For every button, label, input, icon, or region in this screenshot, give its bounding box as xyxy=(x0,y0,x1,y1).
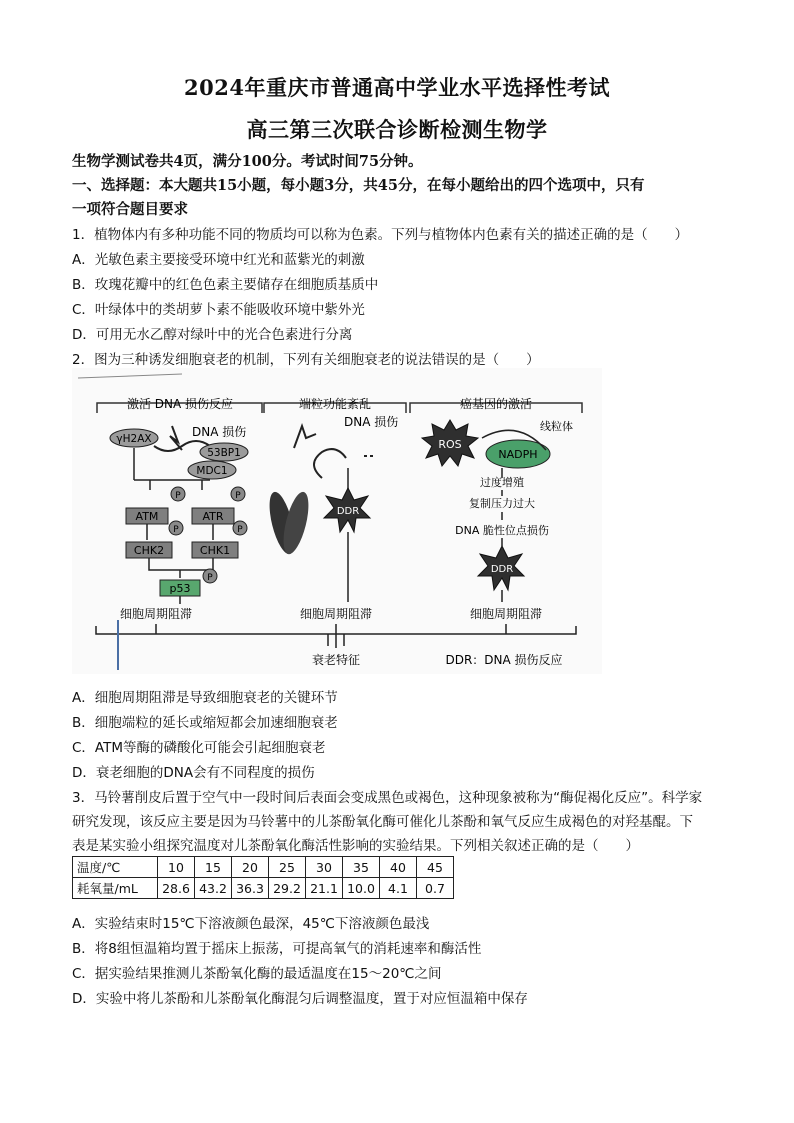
table-header-oxygen: 耗氧量/mL xyxy=(73,878,158,899)
q2-stem: 2．图为三种诱发细胞衰老的机制，下列有关细胞衰老的说法错误的是（ ） xyxy=(72,352,540,368)
mitochondria-label: 线粒体 xyxy=(540,420,573,433)
table-row xyxy=(73,878,454,899)
senescence-label: 衰老特征 xyxy=(311,653,361,667)
table-cell: 4.1 xyxy=(380,878,417,899)
table-row xyxy=(73,857,454,878)
table-cell: 0.7 xyxy=(417,878,454,899)
q3-stem-1: 3．马铃薯削皮后置于空气中一段时间后表面会变成黑色或褐色，这种现象被称为“酶促褐化反应”。科学家 xyxy=(72,790,703,806)
phos-label-5: P xyxy=(207,573,213,583)
q1-option-b: B．玫瑰花瓣中的红色色素主要储存在细胞质基质中 xyxy=(72,277,379,293)
ddr-label-2: DDR xyxy=(490,564,514,575)
panel1-title: 激活 DNA 损伤反应 xyxy=(126,397,234,411)
mdc1-label: MDC1 xyxy=(196,465,228,477)
ros-label: ROS xyxy=(438,438,462,451)
q1-stem: 1．植物体内有多种功能不同的物质均可以称为色素。下列与植物体内色素有关的描述正确的是（ ） xyxy=(72,227,689,243)
dna-damage-label-1: DNA 损伤 xyxy=(192,425,247,439)
q2-option-a: A．细胞周期阻滞是导致细胞衰老的关键环节 xyxy=(72,690,338,706)
q3-option-c: C．据实验结果推测儿茶酚氧化酶的最适温度在15～20℃之间 xyxy=(72,966,442,982)
q1-option-d: D．可用无水乙醇对绿叶中的光合色素进行分离 xyxy=(72,327,353,343)
table-cell: 30 xyxy=(306,857,343,878)
enzyme-activity-table xyxy=(72,856,454,899)
table-cell: 15 xyxy=(195,857,232,878)
table-cell: 43.2 xyxy=(195,878,232,899)
phos-label-3: P xyxy=(173,525,179,535)
cell-senescence-diagram xyxy=(72,368,602,674)
phos-label-1: P xyxy=(175,491,181,501)
table-cell: 45 xyxy=(417,857,454,878)
cycle-arrest-label-3: 细胞周期阻滞 xyxy=(469,607,543,621)
cycle-arrest-label-2: 细胞周期阻滞 xyxy=(299,607,373,621)
cycle-arrest-label-1: 细胞周期阻滞 xyxy=(119,607,193,621)
atr-label: ATR xyxy=(202,510,224,523)
q3-stem-3: 表是某实验小组探究温度对儿茶酚氧化酶活性影响的实验结果。下列相关叙述正确的是（ ） xyxy=(72,838,639,854)
overproliferation-label: 过度增殖 xyxy=(480,476,524,489)
table-cell: 35 xyxy=(343,857,380,878)
section-heading-cont: 一项符合题目要求 xyxy=(72,201,188,218)
q3-option-d: D．实验中将儿茶酚和儿茶酚氧化酶混匀后调整温度，置于对应恒温箱中保存 xyxy=(72,991,528,1007)
ddr-legend: DDR：DNA 损伤反应 xyxy=(445,653,563,667)
gamma-h2ax-label: γH2AX xyxy=(116,433,152,445)
q2-option-b: B．细胞端粒的延长或缩短都会加速细胞衰老 xyxy=(72,715,338,731)
dna-damage-label-2: DNA 损伤 xyxy=(344,415,399,429)
atm-label: ATM xyxy=(135,510,159,523)
q3-option-a: A．实验结束时15℃下溶液颜色最深，45℃下溶液颜色最浅 xyxy=(72,916,430,932)
q3-option-b: B．将8组恒温箱均置于摇床上振荡，可提高氧气的消耗速率和酶活性 xyxy=(72,941,482,957)
exam-subtitle: 高三第三次联合诊断检测生物学 xyxy=(246,117,548,142)
table-header-temp: 温度/℃ xyxy=(73,857,158,878)
table-cell: 25 xyxy=(269,857,306,878)
q1-option-c: C．叶绿体中的类胡萝卜素不能吸收环境中紫外光 xyxy=(72,302,365,318)
table-cell: 36.3 xyxy=(232,878,269,899)
table-cell: 28.6 xyxy=(158,878,195,899)
panel2-title: 端粒功能紊乱 xyxy=(298,397,372,411)
table-cell: 21.1 xyxy=(306,878,343,899)
p53-label: p53 xyxy=(169,582,191,595)
table-cell: 29.2 xyxy=(269,878,306,899)
exam-intro: 生物学测试卷共4页，满分100分。考试时间75分钟。 xyxy=(72,153,423,170)
phos-label-4: P xyxy=(237,525,243,535)
panel3-title: 癌基因的激活 xyxy=(459,397,533,411)
table-cell: 10 xyxy=(158,857,195,878)
chk2-label: CHK2 xyxy=(133,544,165,557)
replication-pressure-label: 复制压力过大 xyxy=(469,497,535,510)
exam-title: 2024年重庆市普通高中学业水平选择性考试 xyxy=(184,75,610,100)
table-cell: 20 xyxy=(232,857,269,878)
q3-stem-2: 研究发现，该反应主要是因为马铃薯中的儿茶酚氧化酶可催化儿茶酚和氧气反应生成褐色的对羟基醌。下 xyxy=(72,814,693,830)
chk1-label: CHK1 xyxy=(199,544,231,557)
ddr-label-1: DDR xyxy=(336,506,360,517)
phos-label-2: P xyxy=(235,491,241,501)
p53bp1-label: 53BP1 xyxy=(207,447,241,459)
section-heading: 一、选择题：本大题共15小题，每小题3分，共45分，在每小题给出的四个选项中，只有 xyxy=(72,177,645,194)
fragile-site-label: DNA 脆性位点损伤 xyxy=(455,524,549,537)
q2-option-c: C．ATM等酶的磷酸化可能会引起细胞衰老 xyxy=(72,740,326,756)
table-cell: 40 xyxy=(380,857,417,878)
q1-option-a: A．光敏色素主要接受环境中红光和蓝紫光的刺激 xyxy=(72,252,365,268)
nadph-label: NADPH xyxy=(498,448,538,461)
table-cell: 10.0 xyxy=(343,878,380,899)
q2-option-d: D．衰老细胞的DNA会有不同程度的损伤 xyxy=(72,765,315,781)
